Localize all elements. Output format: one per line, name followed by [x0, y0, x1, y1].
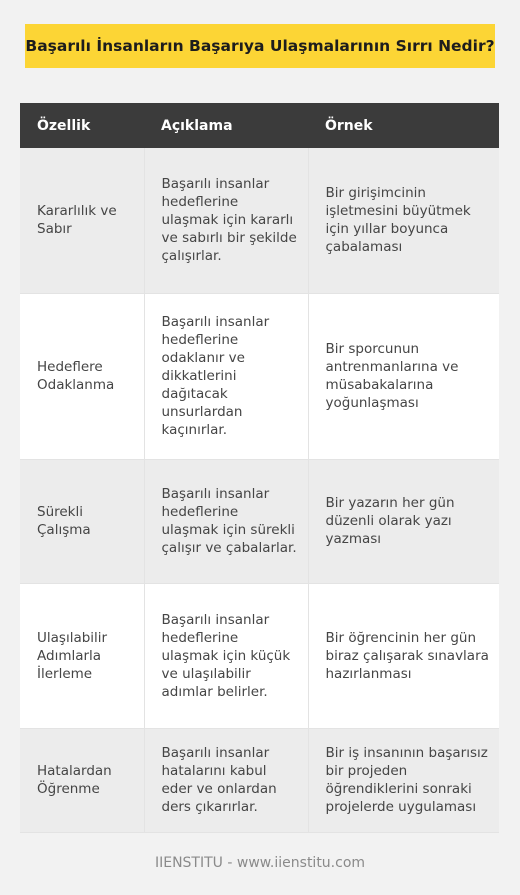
table-cell: Bir öğrencinin her gün biraz çalışarak sınavlara hazırlanması — [308, 583, 499, 728]
info-table — [20, 103, 499, 833]
table-row — [20, 148, 499, 293]
table-cell: Başarılı insanlar hedeflerine ulaşmak için sürekli çalışır ve çabalarlar. — [144, 459, 308, 583]
table-cell: Hatalardan Öğrenme — [20, 728, 144, 832]
table-row — [20, 728, 499, 832]
table-header-row — [20, 103, 499, 148]
column-header: Örnek — [308, 103, 499, 148]
table-cell: Bir girişimcinin işletmesini büyütmek için yıllar boyunca çabalaması — [308, 148, 499, 293]
page-title: Başarılı İnsanların Başarıya Ulaşmalarının Sırrı Nedir? — [25, 37, 495, 55]
footer-credit: IIENSTITU - www.iienstitu.com — [154, 855, 366, 871]
column-header: Açıklama — [144, 103, 308, 148]
table-row — [20, 583, 499, 728]
table-row — [20, 459, 499, 583]
table-cell: Başarılı insanlar hedeflerine ulaşmak için kararlı ve sabırlı bir şekilde çalışırlar. — [144, 148, 308, 293]
table-cell: Sürekli Çalışma — [20, 459, 144, 583]
table-cell: Bir yazarın her gün düzenli olarak yazı yazması — [308, 459, 499, 583]
table-cell: Kararlılık ve Sabır — [20, 148, 144, 293]
table-cell: Ulaşılabilir Adımlarla İlerleme — [20, 583, 144, 728]
table-cell: Bir iş insanının başarısız bir projeden öğrendiklerini sonraki projelerde uygulaması — [308, 728, 499, 832]
table-cell: Başarılı insanlar hatalarını kabul eder ve onlardan ders çıkarırlar. — [144, 728, 308, 832]
table-cell: Bir sporcunun antrenmanlarına ve müsabakalarına yoğunlaşması — [308, 293, 499, 459]
table-cell: Hedeflere Odaklanma — [20, 293, 144, 459]
table-row — [20, 293, 499, 459]
title-banner — [25, 24, 495, 68]
column-header: Özellik — [20, 103, 144, 148]
table-cell: Başarılı insanlar hedeflerine ulaşmak için küçük ve ulaşılabilir adımlar belirler. — [144, 583, 308, 728]
table-cell: Başarılı insanlar hedeflerine odaklanır ve dikkatlerini dağıtacak unsurlardan kaçınırlar. — [144, 293, 308, 459]
